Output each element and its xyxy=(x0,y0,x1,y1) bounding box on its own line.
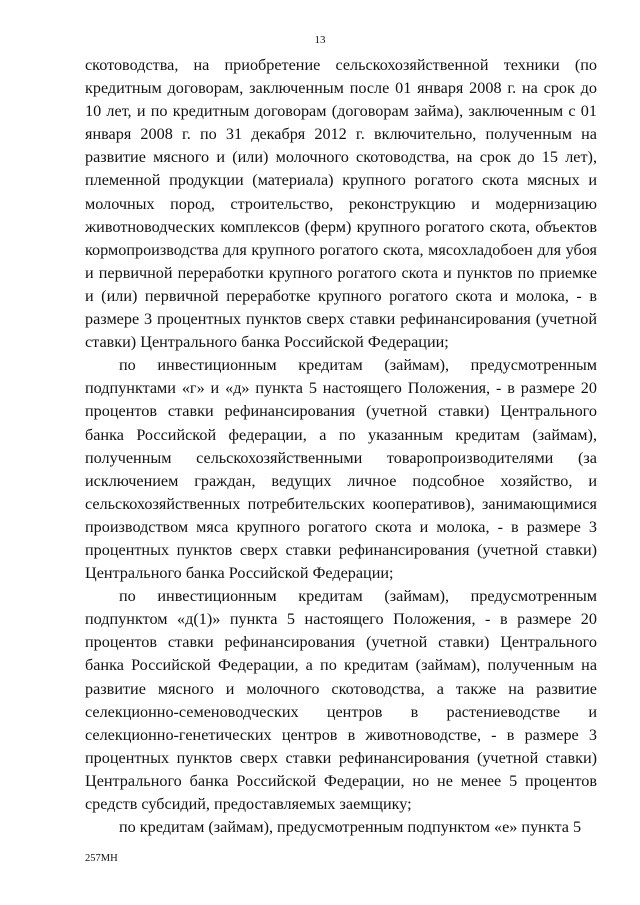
paragraph-livestock-continuation: скотоводства, на приобретение сельскохозяйственной техники (по кредитным договорам, заключенным после 01 января 2008 г. на срок до 10 лет, и по кредитным договорам (договорам займа), заключенным с 01 января 2008 г. по 31 декабря 2012 г. включительно, полученным на развитие мясного и (или) молочного скотоводства, на срок до 15 лет), племенной продукции (материала) крупного рогатого скота мясных и молочных пород, строительство, реконструкцию и модернизацию животноводческих комплексов (ферм) крупного рогатого скота, объектов кормопроизводства для крупного рогатого скота, мясохладобоен для убоя и первичной переработки крупного рогатого скота и пунктов по приемке и (или) первичной переработке крупного рогатого скота и молока, - в размере 3 процентных пунктов сверх ставки рефинансирования (учетной ставки) Центрального банка Российской Федерации; xyxy=(85,56,597,352)
paragraph-credits-e: по кредитам (займам), предусмотренным подпунктом «е» пункта 5 xyxy=(119,818,582,837)
document-body xyxy=(85,54,597,839)
page-number: 13 xyxy=(314,34,326,46)
paragraph-investment-credits-d1: по инвестиционным кредитам (займам), предусмотренным подпунктом «д(1)» пункта 5 настоящего Положения, - в размере 20 процентов ставки рефинансирования (учетной ставки) Центрального банка Российской Федерации, а по кредитам (займам), полученным на развитие мясного и молочного скотоводства, а также на развитие селекционно-семеноводческих центров в растениеводстве и селекционно-генетических центров в животноводстве, - в размере 3 процентных пунктов сверх ставки рефинансирования (учетной ставки) Центрального банка Российской Федерации, но не менее 5 процентов средств субсидий, предоставляемых заемщику; xyxy=(85,587,597,813)
paragraph-investment-credits-g-d: по инвестиционным кредитам (займам), предусмотренным подпунктами «г» и «д» пункта 5 настоящего Положения, - в размере 20 процентов ставки рефинансирования (учетной ставки) Центрального банка Российской федерации, а по указанным кредитам (займам), полученным сельскохозяйственными товаропроизводителями (за исключением граждан, ведущих личное подсобное хозяйство, и сельскохозяйственных потребительских кооперативов), занимающимися производством мяса крупного рогатого скота и молока, - в размере 3 процентных пунктов сверх ставки рефинансирования (учетной ставки) Центрального банка Российской Федерации; xyxy=(85,356,597,583)
document-code: 257МН xyxy=(85,853,118,864)
